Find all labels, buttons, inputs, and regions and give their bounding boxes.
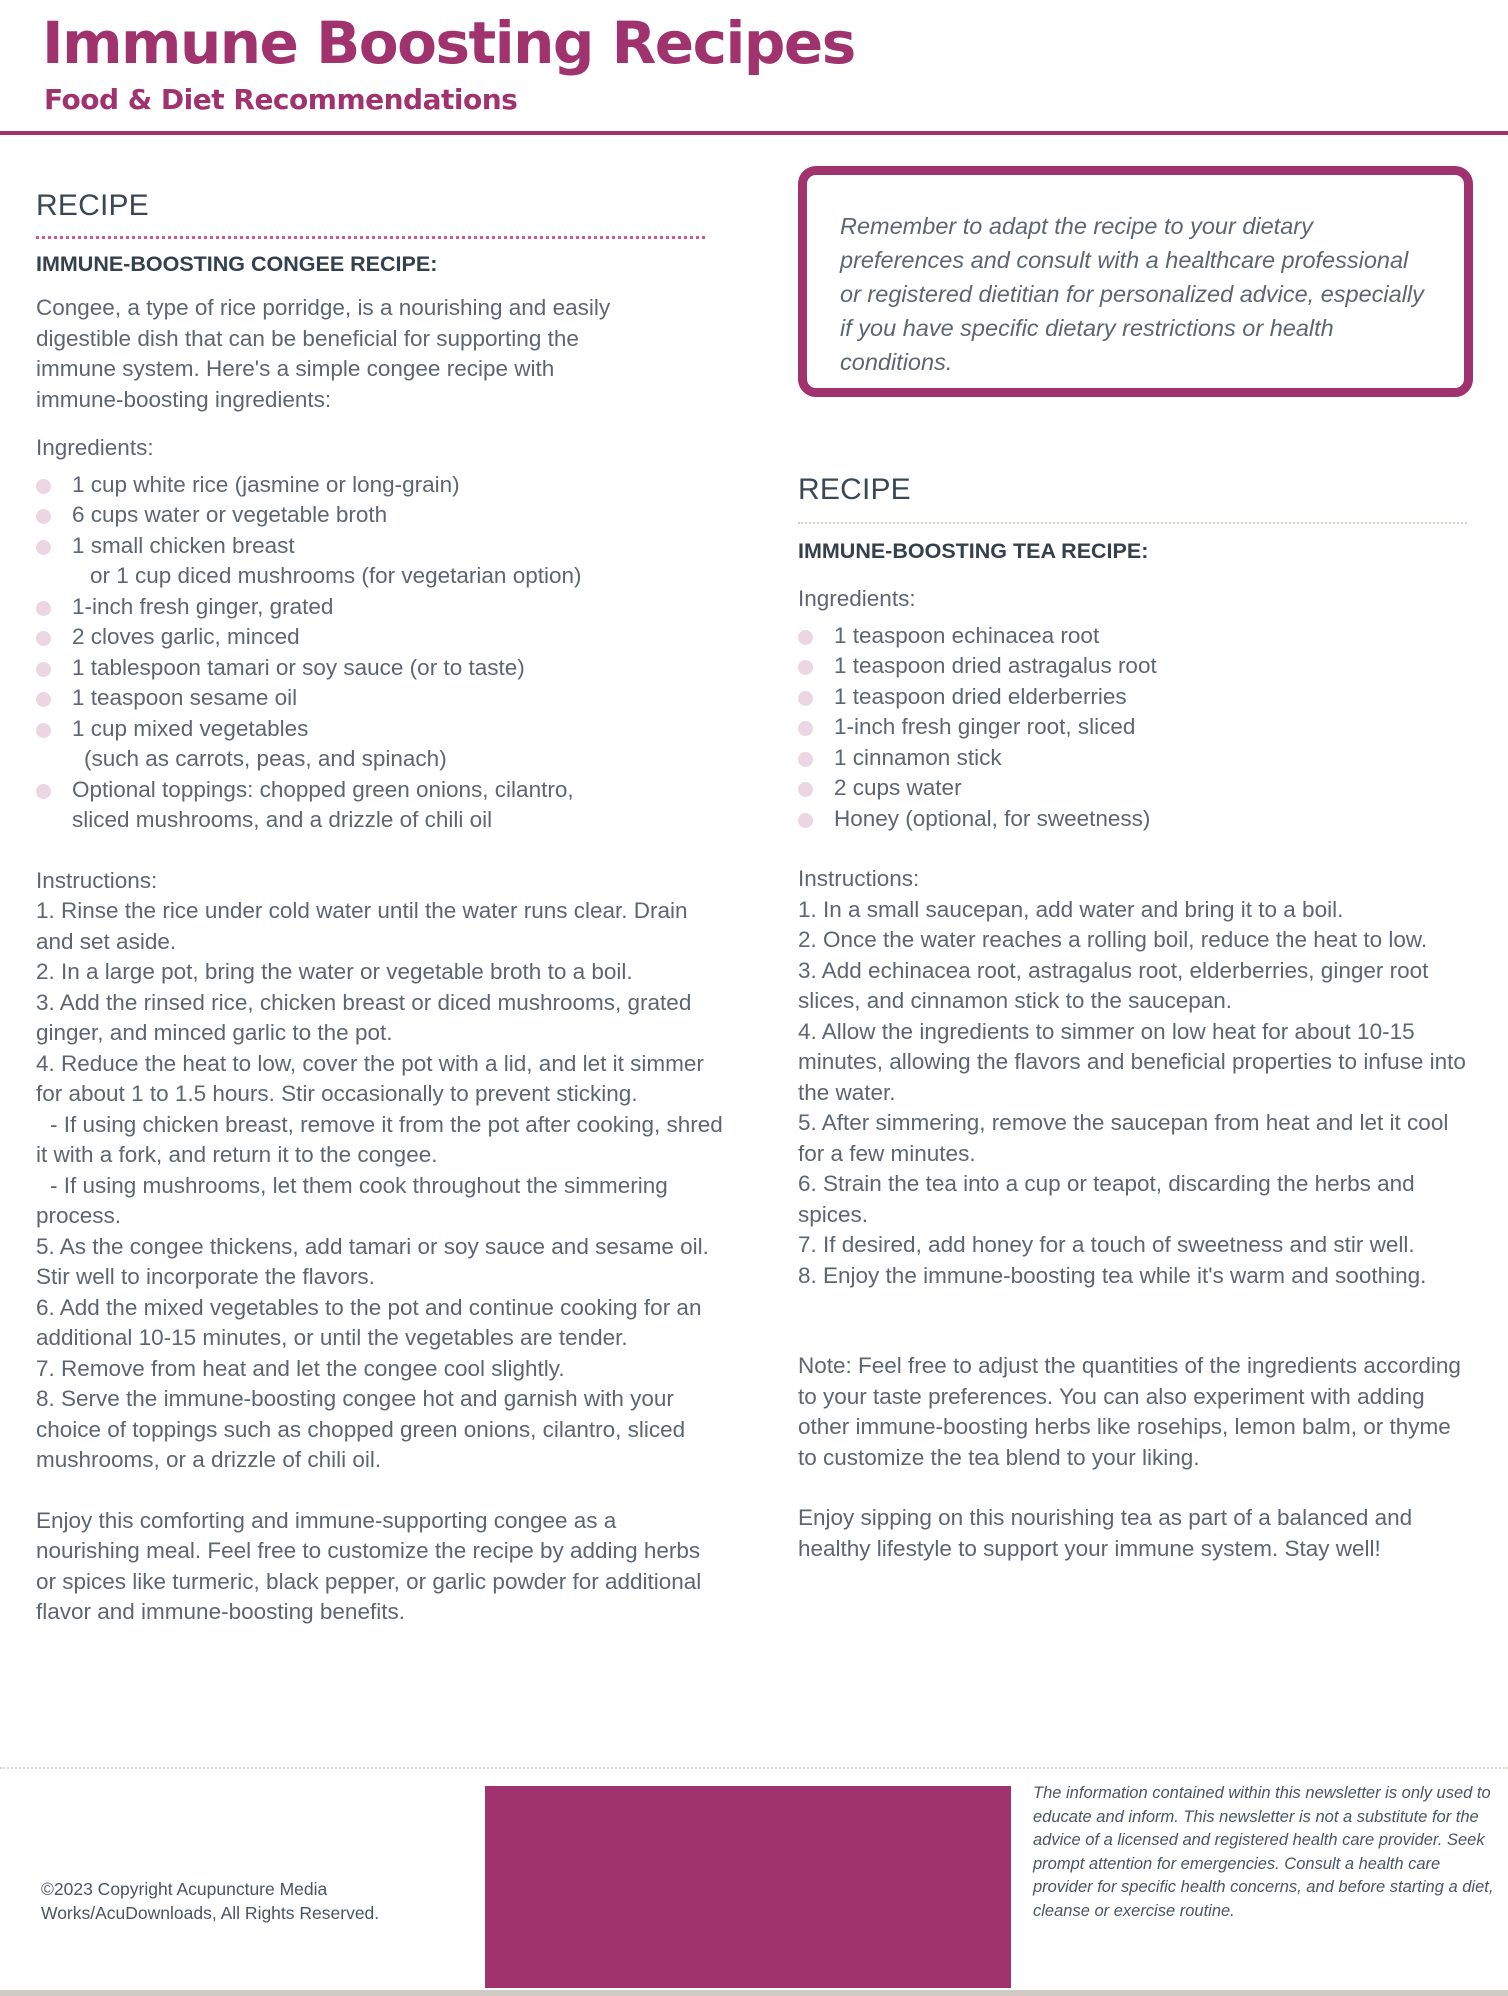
- instruction-step: 7. If desired, add honey for a touch of sweetness and stir well.: [798, 1232, 1415, 1257]
- brand-block: [485, 1786, 1011, 1988]
- bullet-icon: [36, 662, 51, 677]
- instruction-substep: - If using chicken breast, remove it from the pot after cooking, shred it with a fork, and return it to the congee.: [36, 1111, 723, 1167]
- recipe-closing: Enjoy this comforting and immune-supporting congee as a nourishing meal. Feel free to customize the recipe by adding herbs or spices like turmeric, black pepper, or garlic powder for additional flavor and immune-boosting benefits.: [36, 1507, 702, 1624]
- list-item: 1 teaspoon dried elderberries: [798, 682, 1468, 713]
- instruction-step: 5. As the congee thickens, add tamari or soy sauce and sesame oil. Stir well to incorporate the flavors.: [36, 1233, 709, 1289]
- header-divider: [0, 131, 1508, 135]
- list-item: 1 small chicken breast or 1 cup diced mushrooms (for vegetarian option): [36, 531, 726, 592]
- recipe-intro: Congee, a type of rice porridge, is a nourishing and easily digestible dish that can be beneficial for supporting the immune system. Here's a simple congee recipe with immune-boosting ingredients:: [36, 295, 611, 412]
- disclaimer-text: The information contained within this newsletter is only used to educate and inform. This newsletter is not a substitute for the advice of a licensed and registered health care provider. Seek prompt attention for emergencies. Consult a health care provider for specific health concerns, and before starting a diet, cleanse or exercise routine.: [1033, 1784, 1494, 1920]
- bullet-icon: [36, 509, 51, 524]
- section-divider: [798, 522, 1467, 524]
- list-item: 1-inch fresh ginger, grated: [36, 592, 726, 623]
- instruction-step: 8. Enjoy the immune-boosting tea while it's warm and soothing.: [798, 1262, 1427, 1288]
- callout-text: Remember to adapt the recipe to your dietary preferences and consult with a healthcare professional or registered dietitian for personalized advice, especially if you have specific dietary restrictions or health conditions.: [840, 213, 1424, 375]
- list-item: 1 cup mixed vegetables (such as carrots, peas, and spinach): [36, 714, 726, 775]
- instruction-step: 1. Rinse the rice under cold water until the water runs clear. Drain and set aside.: [36, 898, 688, 954]
- advice-callout: [798, 166, 1473, 397]
- ingredients-list: [36, 470, 726, 836]
- bullet-icon: [36, 601, 51, 616]
- recipe-closing: Enjoy sipping on this nourishing tea as part of a balanced and healthy lifestyle to support your immune system. Stay well!: [798, 1505, 1413, 1561]
- copyright-text: ©2023 Copyright Acupuncture Media Works/AcuDownloads, All Rights Reserved.: [41, 1879, 380, 1923]
- page-bottom-edge: [0, 1990, 1508, 1996]
- instruction-step: 3. Add the rinsed rice, chicken breast or diced mushrooms, grated ginger, and minced garlic to the pot.: [36, 989, 692, 1045]
- instruction-step: 1. In a small saucepan, add water and bring it to a boil.: [798, 896, 1344, 922]
- congee-recipe-section: [36, 186, 726, 1628]
- instruction-step: 4. Allow the ingredients to simmer on low heat for about 10-15 minutes, allowing the flavors and beneficial properties to infuse into the water.: [798, 1018, 1466, 1105]
- bullet-icon: [798, 630, 813, 645]
- bullet-icon: [36, 784, 51, 799]
- recipe-title: IMMUNE-BOOSTING CONGEE RECIPE:: [36, 252, 438, 276]
- list-item: 6 cups water or vegetable broth: [36, 500, 726, 531]
- instruction-step: 8. Serve the immune-boosting congee hot and garnish with your choice of toppings such as chopped green onions, cilantro, sliced mushrooms, or a drizzle of chili oil.: [36, 1386, 686, 1472]
- section-label: RECIPE: [36, 189, 149, 222]
- list-item: Optional toppings: chopped green onions, cilantro, sliced mushrooms, and a drizzle of chili oil: [36, 775, 726, 836]
- bullet-icon: [36, 692, 51, 707]
- list-item: 2 cups water: [798, 773, 1468, 804]
- instruction-step: 7. Remove from heat and let the congee cool slightly.: [36, 1355, 565, 1381]
- instructions-list: [36, 896, 726, 1476]
- bullet-icon: [798, 752, 813, 767]
- list-item: Honey (optional, for sweetness): [798, 804, 1468, 835]
- instruction-step: 6. Strain the tea into a cup or teapot, discarding the herbs and spices.: [798, 1171, 1415, 1227]
- bullet-icon: [798, 782, 813, 797]
- recipe-title: IMMUNE-BOOSTING TEA RECIPE:: [798, 539, 1149, 563]
- tea-recipe-section: [798, 470, 1468, 1564]
- list-item: 1 teaspoon dried astragalus root: [798, 651, 1468, 682]
- instruction-step: 4. Reduce the heat to low, cover the pot with a lid, and let it simmer for about 1 to 1.5 hours. Stir occasionally to prevent sticking.: [36, 1050, 704, 1106]
- list-item: 1 teaspoon echinacea root: [798, 621, 1468, 652]
- instruction-step: 2. In a large pot, bring the water or vegetable broth to a boil.: [36, 959, 633, 984]
- instruction-substep: - If using mushrooms, let them cook throughout the simmering process.: [36, 1172, 668, 1228]
- ingredients-label: Ingredients:: [798, 586, 916, 611]
- instruction-step: 3. Add echinacea root, astragalus root, elderberries, ginger root slices, and cinnamon stick to the saucepan.: [798, 957, 1429, 1013]
- ingredients-label: Ingredients:: [36, 435, 154, 460]
- instruction-step: 5. After simmering, remove the saucepan from heat and let it cool for a few minutes.: [798, 1110, 1449, 1166]
- bullet-icon: [36, 631, 51, 646]
- page-subtitle: Food & Diet Recommendations: [44, 83, 518, 116]
- recipe-note: Note: Feel free to adjust the quantities of the ingredients according to your taste preferences. You can also experiment with adding other immune-boosting herbs like rosehips, lemon balm, or thyme to customize the tea blend to your liking.: [798, 1353, 1461, 1470]
- instructions-list: [798, 895, 1468, 1292]
- bullet-icon: [36, 540, 51, 555]
- page-title: Immune Boosting Recipes: [42, 9, 855, 77]
- instruction-step: 6. Add the mixed vegetables to the pot and continue cooking for an additional 10-15 minutes, or until the vegetables are tender.: [36, 1294, 702, 1350]
- bullet-icon: [798, 660, 813, 675]
- footer-divider: [0, 1767, 1508, 1769]
- bullet-icon: [798, 813, 813, 828]
- bullet-icon: [36, 723, 51, 738]
- bullet-icon: [798, 721, 813, 736]
- instructions-label: Instructions:: [36, 867, 158, 893]
- list-item: 1 cup white rice (jasmine or long-grain): [36, 470, 726, 501]
- list-item: 1-inch fresh ginger root, sliced: [798, 712, 1468, 743]
- list-item: 1 teaspoon sesame oil: [36, 683, 726, 714]
- section-divider: [36, 236, 705, 239]
- list-item: 1 cinnamon stick: [798, 743, 1468, 774]
- section-label: RECIPE: [798, 473, 911, 506]
- instruction-step: 2. Once the water reaches a rolling boil, reduce the heat to low.: [798, 927, 1428, 952]
- list-item: 1 tablespoon tamari or soy sauce (or to taste): [36, 653, 726, 684]
- ingredients-list: [798, 621, 1468, 835]
- list-item: 2 cloves garlic, minced: [36, 622, 726, 653]
- bullet-icon: [798, 691, 813, 706]
- instructions-label: Instructions:: [798, 866, 920, 891]
- bullet-icon: [36, 479, 51, 494]
